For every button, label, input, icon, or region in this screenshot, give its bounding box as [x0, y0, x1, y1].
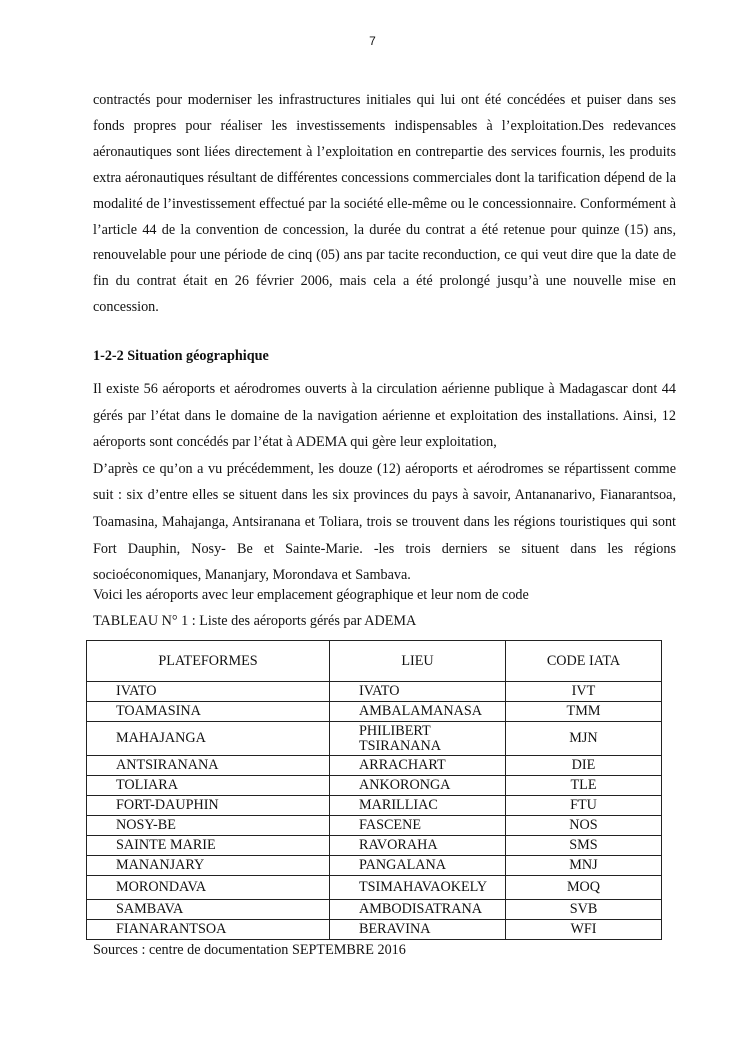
table-row — [87, 682, 662, 702]
cell-plateforme: MAHAJANGA — [87, 722, 330, 756]
cell-code: NOS — [506, 816, 662, 836]
page-number: 7 — [369, 34, 376, 48]
cell-lieu: PHILIBERT TSIRANANA — [330, 722, 506, 756]
cell-plateforme: MORONDAVA — [87, 876, 330, 900]
cell-code: TMM — [506, 702, 662, 722]
cell-code: MJN — [506, 722, 662, 756]
table-row — [87, 816, 662, 836]
cell-code: MOQ — [506, 876, 662, 900]
header-plateformes: PLATEFORMES — [87, 641, 330, 682]
cell-plateforme: MANANJARY — [87, 856, 330, 876]
cell-lieu: TSIMAHAVAOKELY — [330, 876, 506, 900]
body-paragraph-situation — [93, 376, 676, 589]
table-row — [87, 876, 662, 900]
cell-lieu: RAVORAHA — [330, 836, 506, 856]
cell-plateforme: NOSY-BE — [87, 816, 330, 836]
table-row — [87, 856, 662, 876]
table-caption: TABLEAU N° 1 : Liste des aéroports gérés par ADEMA — [93, 613, 417, 629]
cell-code: FTU — [506, 796, 662, 816]
table-row — [87, 776, 662, 796]
table-header-row — [87, 641, 662, 682]
sources-note: Sources : centre de documentation SEPTEMBRE 2016 — [93, 942, 406, 958]
airports-table — [86, 640, 662, 940]
cell-code: IVT — [506, 682, 662, 702]
cell-plateforme: TOLIARA — [87, 776, 330, 796]
cell-lieu: BERAVINA — [330, 920, 506, 940]
cell-lieu: PANGALANA — [330, 856, 506, 876]
cell-lieu: AMBALAMANASA — [330, 702, 506, 722]
cell-plateforme: TOAMASINA — [87, 702, 330, 722]
intro-line: Voici les aéroports avec leur emplacement géographique et leur nom de code — [93, 587, 529, 603]
cell-lieu: ANKORONGA — [330, 776, 506, 796]
cell-plateforme: SAINTE MARIE — [87, 836, 330, 856]
table-row — [87, 722, 662, 756]
paragraph-part-airports-count: Il existe 56 aéroports et aérodromes ouverts à la circulation aérienne publique à Madagascar dont 44 gérés par l’état dans le domaine de la navigation aérienne et exploitation des installations. Ainsi, 12 aéroports sont concédés par l’état à ADEMA qui gère leur exploitation, — [93, 381, 676, 451]
cell-plateforme: SAMBAVA — [87, 900, 330, 920]
cell-lieu: ARRACHART — [330, 756, 506, 776]
body-paragraph-concession: contractés pour moderniser les infrastructures initiales qui lui ont été concédées et puiser dans ses fonds propres pour réaliser les investissements indispensables à l’exploitation.Des redevances aéronautiques sont liées directement à l’exploitation en contrepartie des services fournis, les produits extra aéronautiques résultant de différentes concessions commerciales dont la tarification dépend de la modalité de l’investissement effectué par la société elle-même ou le concessionnaire. Conformément à l’article 44 de la convention de concession, la durée du contrat a été retenue pour quinze (15) ans, renouvelable pour une période de cinq (05) ans par tacite reconduction, ce qui veut dire que la date de fin du contrat était en 26 février 2006, mais cela a été prolongé jusqu’à une nouvelle mise en concession. — [93, 92, 676, 316]
table-row — [87, 900, 662, 920]
cell-lieu: FASCENE — [330, 816, 506, 836]
table-row — [87, 836, 662, 856]
paragraph-part-distribution: D’après ce qu’on a vu précédemment, les douze (12) aéroports et aérodromes se répartissent comme suit : six d’entre elles se situent dans les six provinces du pays à savoir, Antananarivo, Fianarantsoa, Toamasina, Mahajanga, Antsiranana et Toliara, trois se trouvent dans les régions touristiques qui sont Fort Dauphin, Nosy- Be et Sainte-Marie. -les trois derniers se situent dans les régions socioéconomiques, Mananjary, Morondava et Sambava. — [93, 460, 676, 584]
table-row — [87, 920, 662, 940]
cell-code: TLE — [506, 776, 662, 796]
cell-lieu: AMBODISATRANA — [330, 900, 506, 920]
cell-plateforme: FIANARANTSOA — [87, 920, 330, 940]
cell-code: WFI — [506, 920, 662, 940]
cell-code: SVB — [506, 900, 662, 920]
header-lieu: LIEU — [330, 641, 506, 682]
cell-plateforme: IVATO — [87, 682, 330, 702]
table-row — [87, 796, 662, 816]
section-heading: 1-2-2 Situation géographique — [93, 348, 269, 364]
cell-code: DIE — [506, 756, 662, 776]
table-row — [87, 702, 662, 722]
cell-code: MNJ — [506, 856, 662, 876]
cell-plateforme: FORT-DAUPHIN — [87, 796, 330, 816]
cell-code: SMS — [506, 836, 662, 856]
table-row — [87, 756, 662, 776]
header-code-iata: CODE IATA — [506, 641, 662, 682]
cell-plateforme: ANTSIRANANA — [87, 756, 330, 776]
cell-lieu: MARILLIAC — [330, 796, 506, 816]
cell-lieu: IVATO — [330, 682, 506, 702]
